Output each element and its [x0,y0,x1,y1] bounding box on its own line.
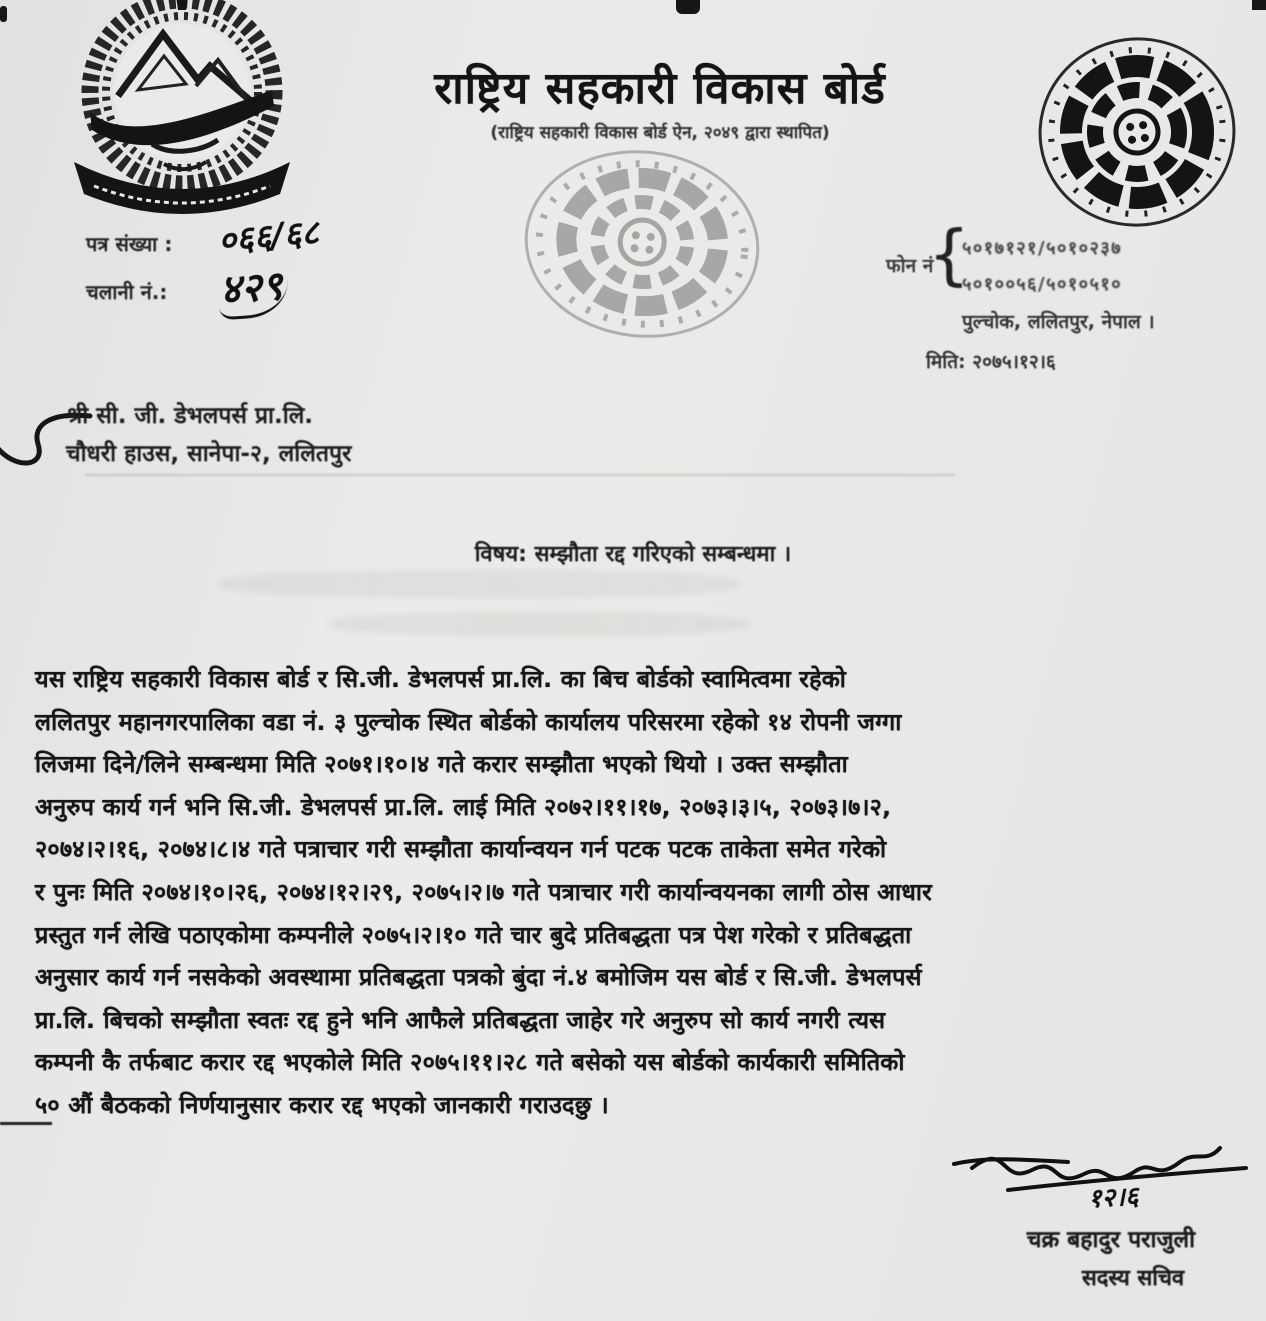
phone-label: फोन नं [886,255,934,277]
body-line: कम्पनी कै तर्फबाट करार रद्द भएकोले मिति २०७५।११।२८ गते बसेको यस बोर्डको कार्यकारी समितिको [35,1048,905,1077]
letter-no-value: ०६६/६८ [216,212,321,262]
body-line: लिजमा दिने/लिने सम्बन्धमा मिति २०७१।१०।४ गते करार सम्झौता भएको थियो । उक्त सम्झौता [35,750,848,779]
scan-artifact [676,0,700,14]
body-line: प्रस्तुत गर्न लेखि पठाएकोमा कम्पनीले २०७५।२।१० गते चार बुदे प्रतिबद्धता पत्र पेश गरेको र प्रतिबद्धता [35,920,912,949]
body-line: अनुसार कार्य गर्न नसकेको अवस्थामा प्रतिबद्धता पत्रको बुंदा नं.४ बमोजिम यस बोर्ड र सि.जी. डेभलपर्स [35,963,922,992]
body-line: प्रा.लि. बिचको सम्झौता स्वतः रद्द हुने भनि आफैले प्रतिबद्धता जाहेर गरे अनुरुप सो कार्य नगरी त्यस [35,1005,886,1034]
signatory-title: सदस्य सचिव [1081,1266,1185,1291]
phone-brace: { [928,216,970,293]
mandala-seal-icon [1035,32,1239,232]
phone-line-2: ५०१००५६/५०१०५१० [962,274,1123,295]
body-line: २०७४।२।१६, २०७४।८।४ गते पत्राचार गरी सम्झौता कार्यान्वयन गर्न पटक पटक ताकेता समेत गरेको [35,835,887,864]
org-name: राष्ट्रिय सहकारी विकास बोर्ड [434,63,886,114]
signature-date: १२।६ [1087,1181,1140,1215]
dispatch-no-value: ४२९ [216,256,290,321]
letter-body [35,658,1241,1127]
recipient-address: चौधरी हाउस, सानेपा-२, ललितपुर [66,441,352,467]
signatory-name: चक्र बहादुर पराजुली [1026,1227,1196,1253]
subject-line: विषय: सम्झौता रद्द गरिएको सम्बन्धमा । [474,542,792,567]
letter-no-label: पत्र संख्या : [86,232,173,256]
body-line: ललितपुर महानगरपालिका वडा नं. ३ पुल्चोक स्थित बोर्डको कार्यालय परिसरमा रहेको १४ रोपनी जग्गा [35,707,902,736]
phone-line-1: ५०१७१२१/५०१०२३७ [962,238,1123,259]
board-emblem-mountain-wreath-icon [60,0,304,220]
body-line: ५० औं बैठकको निर्णयानुसार करार रद्द भएको जानकारी गराउदछु । [35,1090,609,1119]
faint-scan-rule [85,474,955,476]
body-line: अनुरुप कार्य गर्न भनि सि.जी. डेभलपर्स प्रा.लि. लाई मिति २०७२।११।१७, २०७३।३।५, २०७३।७।२, [35,792,892,821]
scan-artifact [1252,0,1266,10]
body-line: र पुनः मिति २०७४।१०।२६, २०७४।१२।२९, २०७५।२।७ गते पत्राचार गरी कार्यान्वयनका लागी ठोस आधार [35,877,932,906]
org-subtitle: (राष्ट्रिय सहकारी विकास बोर्ड ऐन, २०४९ द्वारा स्थापित) [490,123,830,143]
pen-strike-mark [0,1122,52,1125]
scan-smudge [220,570,740,598]
official-round-stamp-icon [520,148,764,340]
body-line: यस राष्ट्रिय सहकारी विकास बोर्ड र सि.जी. डेभलपर्स प्रा.लि. का बिच बोर्डको स्वामित्वमा रहेको [35,665,847,693]
recipient-name: श्री सी. जी. डेभलपर्स प्रा.लि. [66,403,314,429]
letter-date: मिति: २०७५।१२।६ [926,351,1056,373]
scan-smudge [330,612,750,636]
dispatch-no-label: चलानी नं.: [86,280,168,304]
office-address: पुल्चोक, ललितपुर, नेपाल । [962,311,1155,333]
scan-artifact [0,6,7,22]
